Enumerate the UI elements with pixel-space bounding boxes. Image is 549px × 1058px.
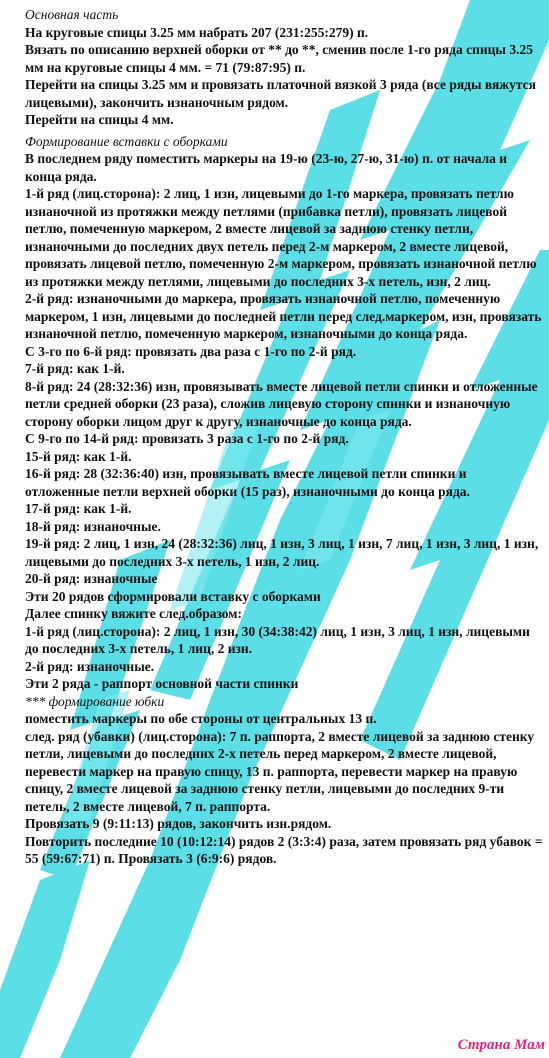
- paragraph: Перейти на спицы 3.25 мм и провязать платочной вязкой 3 ряда (все ряды вяжутся лицевыми), закончить изнаночным рядом.: [25, 77, 536, 110]
- section-heading-main-part: Основная часть: [25, 7, 119, 22]
- paragraph: С 9-го по 14-й ряд: провязать 3 раза с 1-го по 2-й ряд.: [25, 431, 349, 446]
- paragraph: В последнем ряду поместить маркеры на 19-ю (23-ю, 27-ю, 31-ю) п. от начала и конца ряда.: [25, 151, 508, 184]
- paragraph: 2-й ряд: изнаночными до маркера, провязать изнаночной петлю, помеченную маркером, 1 изн, лицевыми до последней петли перед след.маркером, изн, провязать изнаночной петлю, помеченную маркером, изнаночными до конца ряда.: [25, 291, 542, 341]
- paragraph: Перейти на спицы 4 мм.: [25, 112, 174, 127]
- paragraph: Эти 20 рядов сформировали вставку с оборками: [25, 588, 321, 604]
- section-heading-skirt: *** формирование юбки: [25, 693, 165, 709]
- paragraph: 7-й ряд: как 1-й.: [25, 361, 125, 376]
- paragraph: поместить маркеры по обе стороны от центральных 13 п.: [25, 711, 377, 726]
- paragraph: Повторить последние 10 (10:12:14) рядов 2 (3:3:4) раза, затем провязать ряд убавок = 55 (59:67:71) п. Провязать 3 (6:9:6) рядов.: [25, 833, 543, 866]
- paragraph: 17-й ряд: как 1-й.: [25, 501, 132, 516]
- paragraph: Провязать 9 (9:11:13) рядов, закончить изн.рядом.: [25, 816, 332, 831]
- paragraph: 8-й ряд: 24 (28:32:36) изн, провязывать вместе лицевой петли спинки и отложенные петли средней оборки (23 раза), сложив лицевую сторону спинки и изнаночную сторону оборки лицом друг к другу, изнаночные до конца ряда.: [25, 378, 538, 429]
- paragraph: На круговые спицы 3.25 мм набрать 207 (231:255:279) п.: [25, 24, 369, 40]
- section-main-part: [25, 6, 543, 129]
- paragraph: Эти 2 ряда - раппорт основной части спинки: [25, 676, 299, 691]
- section-ruffle-insert: [25, 133, 543, 693]
- paragraph: 2-й ряд: изнаночные.: [25, 658, 155, 674]
- site-watermark: Страна Мам: [457, 1037, 545, 1053]
- paragraph: 1-й ряд (лиц.сторона): 2 лиц, 1 изн, 30 (34:38:42) лиц, 1 изн, 3 лиц, 1 изн, лицевыми до последних 3-х петель, 1 лиц, 2 изн.: [25, 623, 530, 656]
- paragraph: Далее спинку вяжите след.образом:: [25, 606, 242, 621]
- paragraph: след. ряд (убавки) (лиц.сторона): 7 п. раппорта, 2 вместе лицевой за заднюю стенку петли, лицевыми до последних 2-х петель перед маркером, 2 вместе лицевой, перевести маркер на правую спицу, 13 п. раппорта, перевести маркер на правую спицу, 2 вместе лицевой за заднюю стенку петли, лицевыми до последних 9-ти петель, 2 вместе лицевой, 7 п. раппорта.: [25, 728, 535, 814]
- section-skirt: [25, 693, 543, 868]
- paragraph: 15-й ряд: как 1-й.: [25, 448, 132, 464]
- paragraph: 1-й ряд (лиц.сторона): 2 лиц, 1 изн, лицевыми до 1-го маркера, провязать петлю изнаночной из протяжки между петлями (прибавка петли), провязать лицевой петлю, помеченную маркером, 2 вместе лицевой за заднюю стенку петли, изнаночными до последних двух петель перед 2-м маркером, 2 вместе лицевой, провязать лицевой петлю, помеченную 2-м маркером, провязать изнаночной петлю из протяжки между петлями, лицевыми до последних 3-х петель, изн, 2 лиц.: [25, 186, 537, 289]
- section-heading-ruffle-insert: Формирование вставки с оборками: [25, 133, 228, 149]
- paragraph: 16-й ряд: 28 (32:36:40) изн, провязывать вместе лицевой петли спинки и отложенные петли верхней оборки (15 раз), изнаночными до конца ряда.: [25, 466, 470, 499]
- paragraph: 19-й ряд: 2 лиц, 1 изн, 24 (28:32:36) лиц, 1 изн, 3 лиц, 1 изн, 7 лиц, 1 изн, 3 лиц, 1 изн, лицевыми до последних 3-х петель, 1 изн, 2 лиц.: [25, 536, 539, 569]
- paragraph: 20-й ряд: изнаночные: [25, 571, 158, 586]
- paragraph: 18-й ряд: изнаночные.: [25, 518, 161, 534]
- paragraph: С 3-го по 6-й ряд: провязать два раза с 1-го по 2-й ряд.: [25, 343, 357, 359]
- paragraph: Вязать по описанию верхней оборки от ** до **, сменив после 1-го ряда спицы 3.25 мм на круговые спицы 4 мм. = 71 (79:87:95) п.: [25, 42, 533, 75]
